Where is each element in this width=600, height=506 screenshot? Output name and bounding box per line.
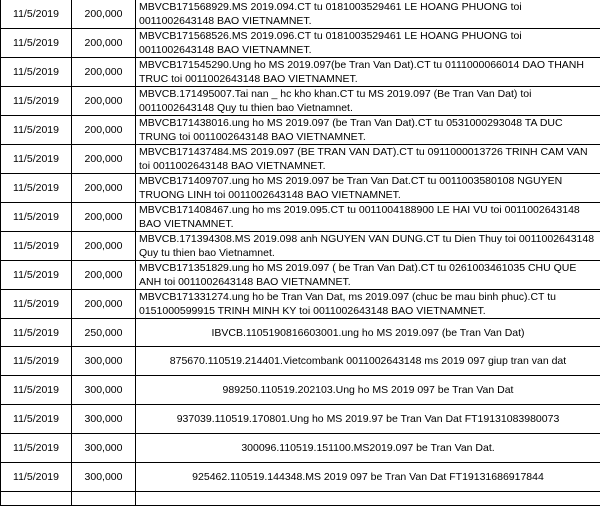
date-cell: 11/5/2019 [1, 145, 72, 174]
amount-cell: 200,000 [72, 290, 136, 319]
description-cell: MBVCB171331274.ung ho be Tran Van Dat, ms 2019.097 (chuc be mau binh phuc).CT tu 0151000599915 TRINH MINH KY toi 0011002643148 BAO VIETNAMNET. [136, 290, 600, 319]
amount-cell: 200,000 [72, 261, 136, 290]
date-cell: 11/5/2019 [1, 463, 72, 492]
table-row [1, 116, 600, 145]
table-row [1, 29, 600, 58]
description-cell: MBVCB171408467.ung ho ms 2019.095.CT tu 0011004188900 LE HAI VU toi 0011002643148 BAO VIETNAMNET. [136, 203, 600, 232]
description-cell: 300096.110519.151100.MS2019.097 be Tran Van Dat. [136, 434, 600, 463]
date-cell: 11/5/2019 [1, 0, 72, 29]
description-cell: MBVCB.171495007.Tai nan _ hc kho khan.CT tu MS 2019.097 (Be Tran Van Dat) toi 0011002643148 Quy tu thien bao Vietnamnet. [136, 87, 600, 116]
description-cell: MBVCB171568929.MS 2019.094.CT tu 0181003529461 LE HOANG PHUONG toi 0011002643148 BAO VIETNAMNET. [136, 0, 600, 29]
table-row [1, 174, 600, 203]
description-cell: MBVCB171437484.MS 2019.097 (BE TRAN VAN DAT).CT tu 0911000013726 TRINH CAM VAN toi 0011002643148 BAO VIETNAMNET. [136, 145, 600, 174]
table-row [1, 463, 600, 492]
description-cell: 937039.110519.170801.Ung ho MS 2019.97 be Tran Van Dat FT19131083980073 [136, 405, 600, 434]
date-cell: 11/5/2019 [1, 58, 72, 87]
amount-cell: 200,000 [72, 174, 136, 203]
date-cell: 11/5/2019 [1, 174, 72, 203]
table-row [1, 405, 600, 434]
table-row [1, 145, 600, 174]
description-cell: 925462.110519.144348.MS 2019 097 be Tran Van Dat FT19131686917844 [136, 463, 600, 492]
table-row [1, 434, 600, 463]
description-cell: MBVCB.171394308.MS 2019.098 anh NGUYEN VAN DUNG.CT tu Dien Thuy toi 0011002643148 Quy tu thien bao Vietnamnet. [136, 232, 600, 261]
date-cell: 11/5/2019 [1, 203, 72, 232]
date-cell: 11/5/2019 [1, 87, 72, 116]
description-cell: MBVCB171568526.MS 2019.096.CT tu 0181003529461 LE HOANG PHUONG toi 0011002643148 BAO VIETNAMNET. [136, 29, 600, 58]
table-row [1, 87, 600, 116]
table-row [1, 319, 600, 347]
description-cell: MBVCB171409707.ung ho MS 2019.097 be Tran Van Dat.CT tu 0011003580108 NGUYEN TRUONG LINH toi 0011002643148 BAO VIETNAMNET. [136, 174, 600, 203]
date-cell: 11/5/2019 [1, 347, 72, 376]
amount-cell: 200,000 [72, 58, 136, 87]
description-cell: 989250.110519.202103.Ung ho MS 2019 097 be Tran Van Dat [136, 376, 600, 405]
amount-cell: 300,000 [72, 463, 136, 492]
amount-cell [72, 492, 136, 506]
amount-cell: 200,000 [72, 87, 136, 116]
date-cell: 11/5/2019 [1, 116, 72, 145]
table-row [1, 290, 600, 319]
amount-cell: 300,000 [72, 376, 136, 405]
amount-cell: 300,000 [72, 405, 136, 434]
date-cell: 11/5/2019 [1, 232, 72, 261]
description-cell: IBVCB.1105190816603001.ung ho MS 2019.097 (be Tran Van Dat) [136, 319, 600, 347]
amount-cell: 200,000 [72, 0, 136, 29]
date-cell: 11/5/2019 [1, 319, 72, 347]
amount-cell: 200,000 [72, 232, 136, 261]
date-cell [1, 492, 72, 506]
table-row [1, 347, 600, 376]
transactions-body [1, 0, 600, 506]
table-row [1, 261, 600, 290]
date-cell: 11/5/2019 [1, 405, 72, 434]
date-cell: 11/5/2019 [1, 376, 72, 405]
description-cell: MBVCB171545290.Ung ho MS 2019.097(be Tran Van Dat).CT tu 0111000066014 DAO THANH TRUC toi 0011002643148 BAO VIETNAMNET. [136, 58, 600, 87]
description-cell: MBVCB171438016.ung ho MS 2019.097 (be Tran Van Dat).CT tu 0531000293048 TA DUC TRUNG toi 0011002643148 BAO VIETNAMNET. [136, 116, 600, 145]
amount-cell: 300,000 [72, 347, 136, 376]
description-cell [136, 492, 600, 506]
description-cell: 875670.110519.214401.Vietcombank 0011002643148 ms 2019 097 giup tran van dat [136, 347, 600, 376]
amount-cell: 200,000 [72, 203, 136, 232]
date-cell: 11/5/2019 [1, 290, 72, 319]
date-cell: 11/5/2019 [1, 261, 72, 290]
amount-cell: 300,000 [72, 434, 136, 463]
table-row [1, 58, 600, 87]
table-row [1, 203, 600, 232]
date-cell: 11/5/2019 [1, 29, 72, 58]
amount-cell: 200,000 [72, 29, 136, 58]
date-cell: 11/5/2019 [1, 434, 72, 463]
table-row [1, 0, 600, 29]
table-row [1, 232, 600, 261]
amount-cell: 200,000 [72, 145, 136, 174]
table-row [1, 492, 600, 506]
description-cell: MBVCB171351829.ung ho MS 2019.097 ( be Tran Van Dat).CT tu 0261003461035 CHU QUE ANH toi 0011002643148 BAO VIETNAMNET. [136, 261, 600, 290]
amount-cell: 200,000 [72, 116, 136, 145]
table-row [1, 376, 600, 405]
amount-cell: 250,000 [72, 319, 136, 347]
